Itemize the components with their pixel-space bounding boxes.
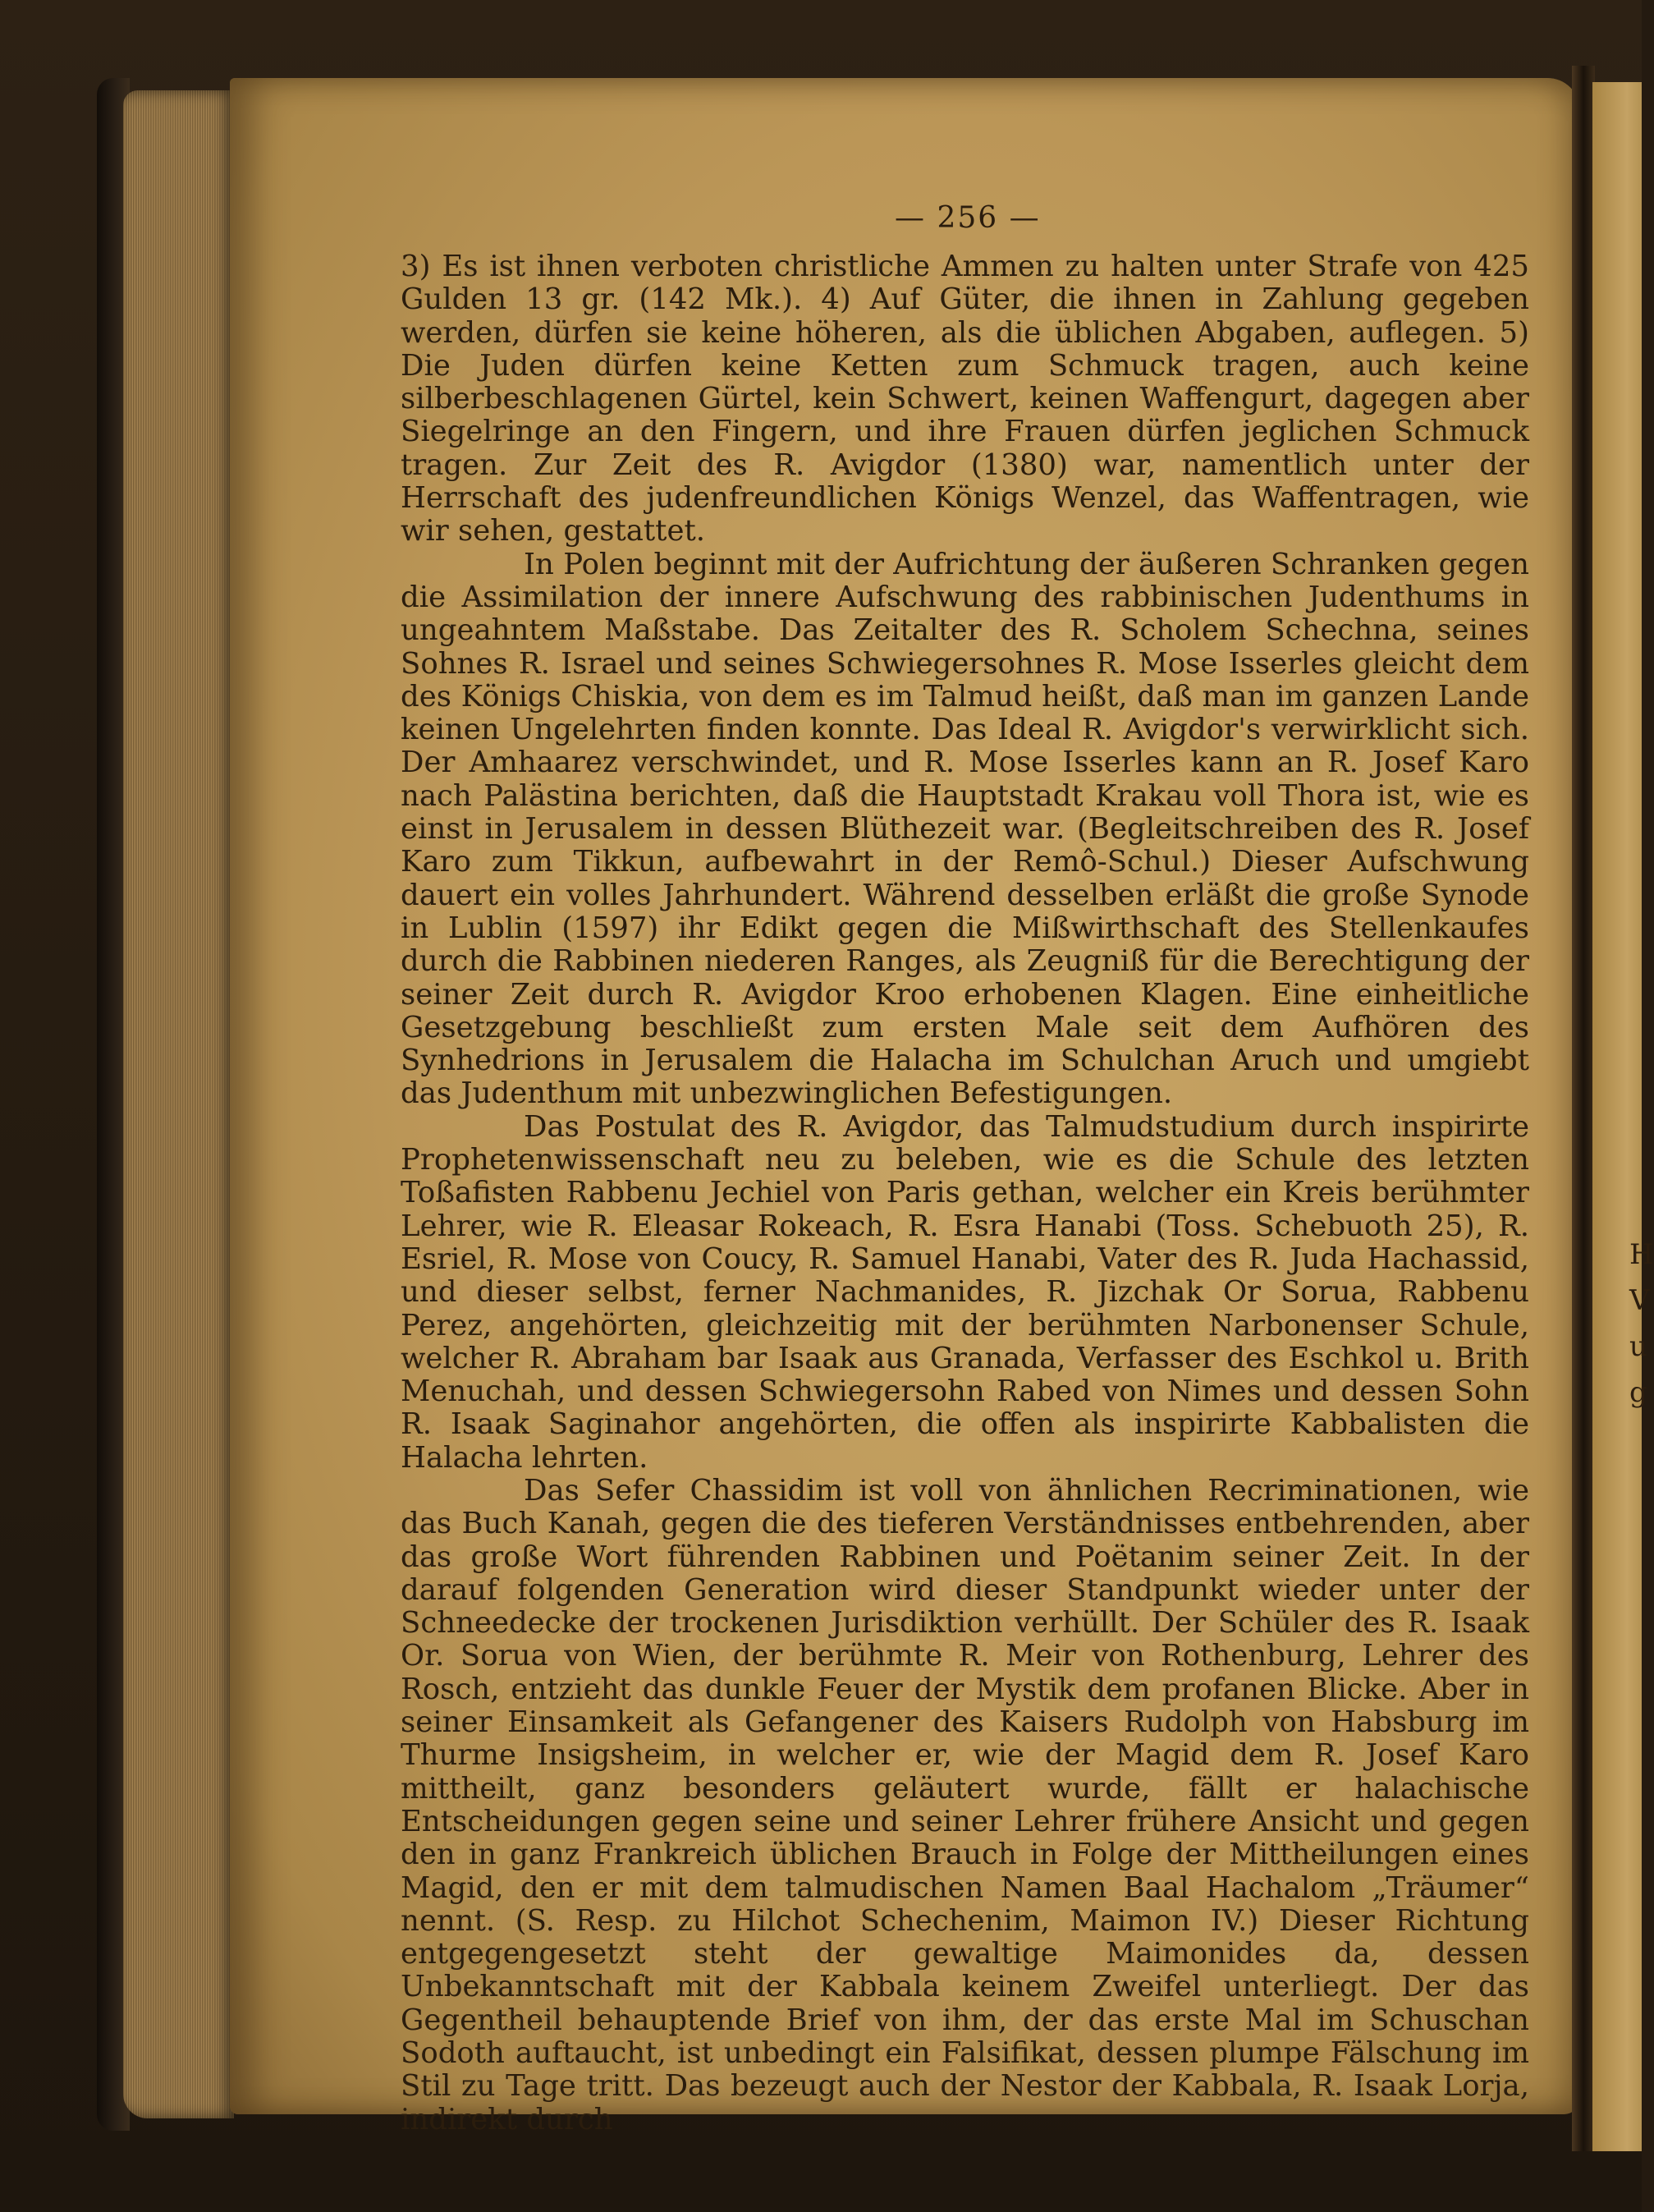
facing-page-edge [1592, 82, 1654, 2151]
paragraph: In Polen beginnt mit der Aufrichtung der äußeren Schranken gegen die Assimilation der innere Aufschwung des rabbinischen Judenthums in ungeahntem Maßstabe. Das Zeitalter des R. Scholem Schechna, seines Sohnes R. Israel und seines Schwiegersohnes R. Mose Isserles gleicht dem des Königs Chiskia, von dem es im Talmud heißt, daß man im ganzen Lande keinen Ungelehrten finden konnte. Das Ideal R. Avigdor's verwirklicht sich. Der Amhaarez verschwindet, und R. Mose Isserles kann an R. Josef Karo nach Palästina berichten, daß die Hauptstadt Krakau voll Thora ist, wie es einst in Jerusalem in dessen Blüthezeit war. (Begleitschreiben des R. Josef Karo zum Tikkun, aufbewahrt in der Remô-Schul.) Dieser Aufschwung dauert ein volles Jahrhundert. Während desselben erläßt die große Synode in Lublin (1597) ihr Edikt gegen die Mißwirthschaft des Stellenkaufes durch die Rabbinen niederen Ranges, als Zeugniß für die Berechtigung der seiner Zeit durch R. Avigdor Kroo erhobenen Klagen. Eine einheitliche Gesetzgebung beschließt zum ersten Male seit dem Aufhören des Synhedrions in Jerusalem die Halacha im Schulchan Aruch und umgiebt das Judenthum mit unbezwinglichen Befestigungen. [401, 547, 1529, 1111]
facing-page-letter: u [1629, 1330, 1647, 1363]
page-block-edges [123, 90, 234, 2118]
facing-page-letter: H [1629, 1238, 1654, 1271]
body-text [401, 250, 1529, 2136]
facing-page-fragments [1629, 1232, 1654, 1416]
facing-page-letter: V [1629, 1284, 1650, 1317]
paragraph: Das Sefer Chassidim ist voll von ähnlichen Recriminationen, wie das Buch Kanah, gegen die des tieferen Verständnisses entbehrenden, aber das große Wort führenden Rabbinen und Poëtanim seiner Zeit. In der darauf folgenden Generation wird dieser Standpunkt wieder unter der Schneedecke der trockenen Jurisdiktion verhüllt. Der Schüler des R. Isaak Or. Sorua von Wien, der berühmte R. Meir von Rothenburg, Lehrer des Rosch, entzieht das dunkle Feuer der Mystik dem profanen Blicke. Aber in seiner Einsamkeit als Gefangener des Kaisers Rudolph von Habsburg im Thurme Insigsheim, in welcher er, wie der Magid dem R. Josef Karo mittheilt, ganz besonders geläutert wurde, fällt er halachische Entscheidungen gegen seine und seiner Lehrer frühere Ansicht und gegen den in ganz Frankreich üblichen Brauch in Folge der Mittheilungen eines Magid, den er mit dem talmudischen Namen Baal Hachalom „Träumer“ nennt. (S. Resp. zu Hilchot Schechenim, Maimon IV.) Dieser Richtung entgegengesetzt steht der gewaltige Maimonides da, dessen Unbekanntschaft mit der Kabbala keinem Zweifel unterliegt. Der das Gegentheil behauptende Brief von ihm, der das erste Mal im Schuschan Sodoth auftaucht, ist unbedingt ein Falsifikat, dessen plumpe Fälschung im Stil zu Tage tritt. Das bezeugt auch der Nestor der Kabbala, R. Isaak Lorja, indirekt durch [401, 1473, 1529, 2136]
facing-page-letter: g [1629, 1376, 1647, 1409]
page-number: — 256 — [895, 201, 1041, 235]
book-gutter [1572, 66, 1595, 2151]
paragraph: 3) Es ist ihnen verboten christliche Ammen zu halten unter Strafe von 425 Gulden 13 gr. (142 Mk.). 4) Auf Güter, die ihnen in Zahlung gegeben werden, dürfen sie keine höheren, als die üblichen Abgaben, auflegen. 5) Die Juden dürfen keine Ketten zum Schmuck tragen, auch keine silberbeschlagenen Gürtel, kein Schwert, keinen Waffengurt, dagegen aber Siegelringe an den Fingern, und ihre Frauen dürfen jeglichen Schmuck tragen. Zur Zeit des R. Avigdor (1380) war, namentlich unter der Herrschaft des judenfreundlichen Königs Wenzel, das Waffentragen, wie wir sehen, gestattet. [401, 250, 1529, 548]
paragraph: Das Postulat des R. Avigdor, das Talmudstudium durch inspirirte Prophetenwissenschaft neu zu beleben, wie es die Schule des letzten Toßafisten Rabbenu Jechiel von Paris gethan, welcher ein Kreis berühmter Lehrer, wie R. Eleasar Rokeach, R. Esra Hanabi (Toss. Schebuoth 25), R. Esriel, R. Mose von Coucy, R. Samuel Hanabi, Vater des R. Juda Hachassid, und dieser selbst, ferner Nachmanides, R. Jizchak Or Sorua, Rabbenu Perez, angehörten, gleichzeitig mit der berühmten Narbonenser Schule, welcher R. Abraham bar Isaak aus Granada, Verfasser des Eschkol u. Brith Menuchah, und dessen Schwiegersohn Rabed von Nimes und dessen Sohn R. Isaak Saginahor angehörten, die offen als inspirirte Kabbalisten die Halacha lehrten. [401, 1109, 1529, 1475]
